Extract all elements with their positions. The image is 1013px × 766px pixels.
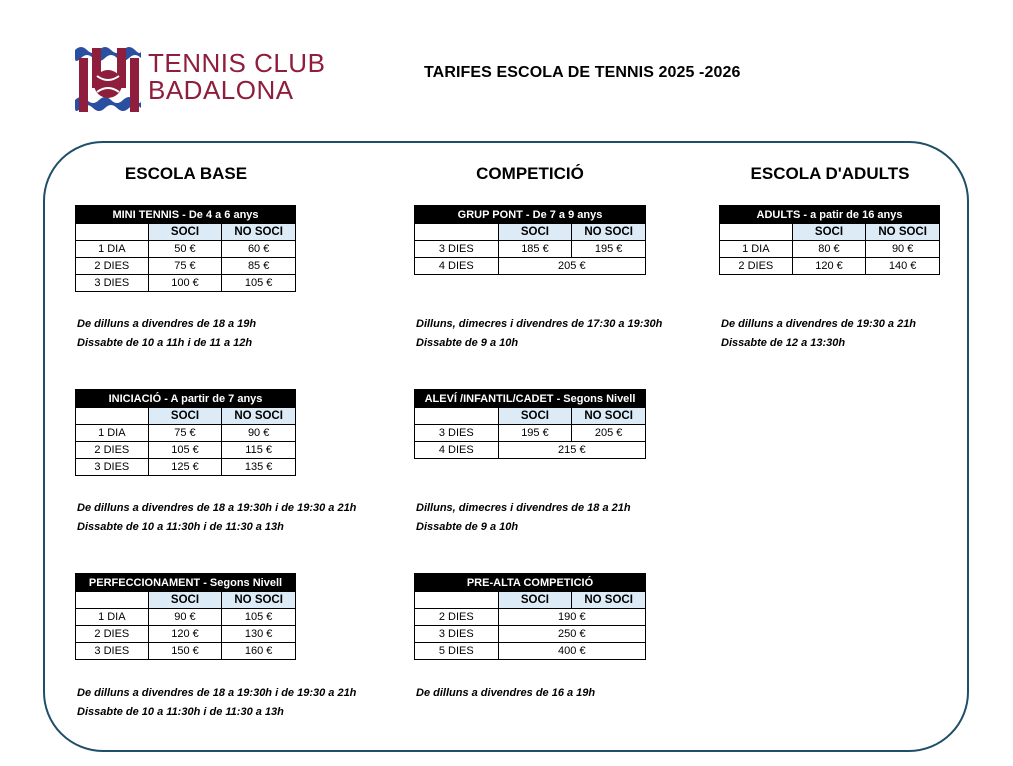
no-soci-price: 160 € bbox=[222, 643, 296, 660]
soci-price: 195 € bbox=[498, 425, 572, 442]
soci-price: 100 € bbox=[148, 275, 222, 292]
schedule-mini-tennis bbox=[77, 315, 256, 353]
schedule-perfeccionament bbox=[77, 684, 356, 722]
empty-cell bbox=[76, 224, 149, 241]
empty-cell bbox=[720, 224, 793, 241]
row-label: 2 DIES bbox=[415, 609, 499, 626]
no-soci-price: 90 € bbox=[866, 241, 940, 258]
logo-emblem-icon bbox=[75, 47, 141, 112]
no-soci-header: NO SOCI bbox=[222, 408, 296, 425]
table-row bbox=[415, 609, 646, 626]
soci-price: 90 € bbox=[148, 609, 222, 626]
empty-cell bbox=[76, 408, 149, 425]
soci-price: 185 € bbox=[498, 241, 572, 258]
no-soci-price: 205 € bbox=[572, 425, 646, 442]
row-label: 3 DIES bbox=[415, 626, 499, 643]
schedule-line: Dissabte de 10 a 11:30h i de 11:30 a 13h bbox=[77, 706, 284, 718]
no-soci-price: 130 € bbox=[222, 626, 296, 643]
row-label: 1 DIA bbox=[720, 241, 793, 258]
soci-price: 125 € bbox=[148, 459, 222, 476]
schedule-pre-alta bbox=[416, 684, 595, 703]
soci-header: SOCI bbox=[498, 592, 572, 609]
table-row bbox=[720, 258, 940, 275]
table-row bbox=[720, 241, 940, 258]
schedule-line: Dilluns, dimecres i divendres de 18 a 21h bbox=[416, 502, 631, 514]
schedule-grup-pont bbox=[416, 315, 662, 353]
table-title: PRE-ALTA COMPETICIÓ bbox=[415, 574, 646, 592]
table-alevi-infantil-cadet bbox=[414, 389, 646, 459]
soci-price: 75 € bbox=[148, 258, 222, 275]
row-label: 2 DIES bbox=[76, 258, 149, 275]
column-title-escola-base: ESCOLA BASE bbox=[124, 164, 248, 183]
schedule-line: Dissabte de 9 a 10h bbox=[416, 337, 519, 349]
column-title-adults: ESCOLA D'ADULTS bbox=[750, 164, 910, 183]
table-perfeccionament bbox=[75, 573, 296, 660]
row-label: 3 DIES bbox=[415, 241, 499, 258]
no-soci-price: 135 € bbox=[222, 459, 296, 476]
soci-price: 50 € bbox=[148, 241, 222, 258]
no-soci-price: 115 € bbox=[222, 442, 296, 459]
table-row bbox=[415, 626, 646, 643]
schedule-line: Dissabte de 10 a 11:30h i de 11:30 a 13h bbox=[77, 521, 284, 533]
table-adults bbox=[719, 205, 940, 275]
no-soci-header: NO SOCI bbox=[222, 224, 296, 241]
no-soci-price: 105 € bbox=[222, 275, 296, 292]
empty-cell bbox=[76, 592, 149, 609]
row-label: 2 DIES bbox=[720, 258, 793, 275]
row-label: 5 DIES bbox=[415, 643, 499, 660]
no-soci-header: NO SOCI bbox=[572, 592, 646, 609]
table-row bbox=[76, 643, 296, 660]
soci-price: 80 € bbox=[792, 241, 866, 258]
schedule-line: Dilluns, dimecres i divendres de 17:30 a 19:30h bbox=[416, 318, 663, 330]
table-iniciacio bbox=[75, 389, 296, 476]
row-label: 2 DIES bbox=[76, 442, 149, 459]
logo-wordmark bbox=[148, 50, 325, 104]
row-label: 1 DIA bbox=[76, 609, 149, 626]
table-row bbox=[76, 258, 296, 275]
table-title: MINI TENNIS - De 4 a 6 anys bbox=[76, 206, 296, 224]
table-row bbox=[76, 275, 296, 292]
logo-line-2: BADALONA bbox=[148, 75, 294, 105]
no-soci-header: NO SOCI bbox=[572, 408, 646, 425]
table-title: PERFECCIONAMENT - Segons Nivell bbox=[76, 574, 296, 592]
no-soci-price: 85 € bbox=[222, 258, 296, 275]
schedule-line: De dilluns a divendres de 18 a 19:30h i de 19:30 a 21h bbox=[77, 687, 357, 699]
soci-header: SOCI bbox=[148, 408, 222, 425]
soci-header: SOCI bbox=[498, 224, 572, 241]
no-soci-header: NO SOCI bbox=[572, 224, 646, 241]
schedule-line: De dilluns a divendres de 19:30 a 21h bbox=[721, 318, 917, 330]
page-title: TARIFES ESCOLA DE TENNIS 2025 -2026 bbox=[424, 64, 741, 81]
soci-header: SOCI bbox=[148, 224, 222, 241]
merged-price: 400 € bbox=[498, 643, 645, 660]
schedule-line: De dilluns a divendres de 18 a 19:30h i de 19:30 a 21h bbox=[77, 502, 357, 514]
table-grup-pont bbox=[414, 205, 646, 275]
table-title: ADULTS - a patir de 16 anys bbox=[720, 206, 940, 224]
schedule-line: Dissabte de 12 a 13:30h bbox=[721, 337, 846, 349]
table-pre-alta-competicio bbox=[414, 573, 646, 660]
row-label: 3 DIES bbox=[76, 459, 149, 476]
row-label: 4 DIES bbox=[415, 258, 499, 275]
table-row bbox=[415, 241, 646, 258]
table-row bbox=[415, 425, 646, 442]
row-label: 4 DIES bbox=[415, 442, 499, 459]
merged-price: 215 € bbox=[498, 442, 645, 459]
table-row bbox=[415, 442, 646, 459]
table-row bbox=[76, 626, 296, 643]
soci-price: 75 € bbox=[148, 425, 222, 442]
no-soci-price: 90 € bbox=[222, 425, 296, 442]
soci-price: 105 € bbox=[148, 442, 222, 459]
table-row bbox=[76, 241, 296, 258]
merged-price: 190 € bbox=[498, 609, 645, 626]
table-title: INICIACIÓ - A partir de 7 anys bbox=[76, 390, 296, 408]
empty-cell bbox=[415, 224, 499, 241]
schedule-line: De dilluns a divendres de 16 a 19h bbox=[416, 687, 596, 699]
row-label: 2 DIES bbox=[76, 626, 149, 643]
schedule-iniciacio bbox=[77, 499, 356, 537]
table-row bbox=[415, 258, 646, 275]
soci-header: SOCI bbox=[498, 408, 572, 425]
schedule-line: De dilluns a divendres de 18 a 19h bbox=[77, 318, 257, 330]
soci-header: SOCI bbox=[792, 224, 866, 241]
table-row bbox=[76, 459, 296, 476]
row-label: 1 DIA bbox=[76, 425, 149, 442]
row-label: 1 DIA bbox=[76, 241, 149, 258]
row-label: 3 DIES bbox=[415, 425, 499, 442]
table-row bbox=[76, 425, 296, 442]
column-title-competicio: COMPETICIÓ bbox=[476, 164, 584, 183]
table-title: ALEVÍ /INFANTIL/CADET - Segons Nivell bbox=[415, 390, 646, 408]
table-title: GRUP PONT - De 7 a 9 anys bbox=[415, 206, 646, 224]
table-mini-tennis bbox=[75, 205, 296, 292]
table-row bbox=[76, 609, 296, 626]
soci-price: 120 € bbox=[792, 258, 866, 275]
schedule-alevi bbox=[416, 499, 631, 537]
table-row bbox=[76, 442, 296, 459]
empty-cell bbox=[415, 592, 499, 609]
no-soci-header: NO SOCI bbox=[222, 592, 296, 609]
no-soci-price: 195 € bbox=[572, 241, 646, 258]
soci-header: SOCI bbox=[148, 592, 222, 609]
no-soci-price: 60 € bbox=[222, 241, 296, 258]
soci-price: 120 € bbox=[148, 626, 222, 643]
logo-line-1: TENNIS CLUB bbox=[148, 48, 326, 78]
schedule-adults bbox=[721, 315, 916, 353]
schedule-line: Dissabte de 10 a 11h i de 11 a 12h bbox=[77, 337, 253, 349]
schedule-line: Dissabte de 9 a 10h bbox=[416, 521, 519, 533]
row-label: 3 DIES bbox=[76, 643, 149, 660]
no-soci-price: 105 € bbox=[222, 609, 296, 626]
no-soci-header: NO SOCI bbox=[866, 224, 940, 241]
no-soci-price: 140 € bbox=[866, 258, 940, 275]
soci-price: 150 € bbox=[148, 643, 222, 660]
empty-cell bbox=[415, 408, 499, 425]
row-label: 3 DIES bbox=[76, 275, 149, 292]
table-row bbox=[415, 643, 646, 660]
merged-price: 250 € bbox=[498, 626, 645, 643]
merged-price: 205 € bbox=[498, 258, 645, 275]
